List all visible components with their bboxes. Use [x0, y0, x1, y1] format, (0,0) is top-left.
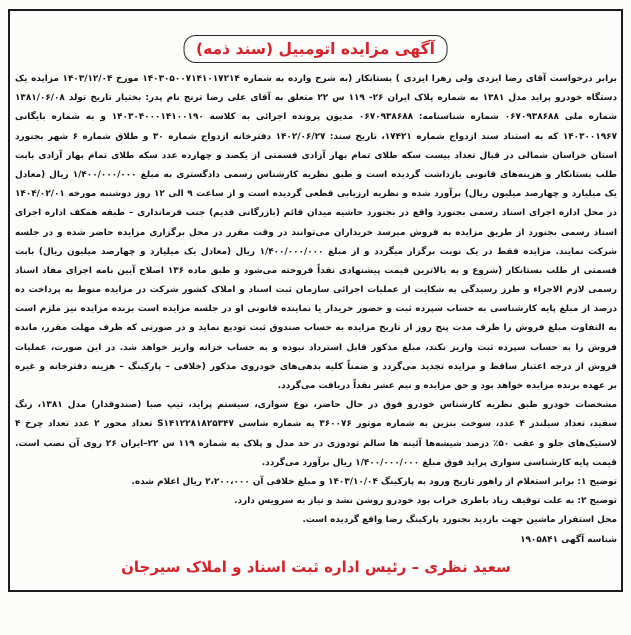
notice-body-line-text: قیمت پایه کارشناسی سواری پراید فوق مبلغ ۱/۴۰۰/۰۰۰/۰۰۰ ریال برآورد می‌گردد. — [261, 457, 617, 468]
notice-body-line — [15, 166, 617, 185]
notice-body-line — [15, 396, 617, 415]
notice-body-line-text: در محل اداره اجرای اسناد رسمی بجنورد واقع در بجنورد حاشیه میدان قائم (بازرگانی قدیم) جنب فرمانداری – طبقه همکف اداره اجرای — [15, 208, 617, 219]
notice-body-line-text: شناسه آگهی ۱۹۰۵۸۴۱ — [520, 534, 617, 545]
notice-body-line — [15, 339, 617, 358]
notice-body-line — [15, 377, 617, 396]
notice-title: آگهی مزایده اتومبیل (سند ذمه) — [196, 40, 435, 58]
notice-body-line-text: شماره ملی ۰۶۷۰۹۳۸۶۸۸ شماره شناسنامه: ۰۶۷۰۹۳۸۶۸۸ مدیون پرونده اجرائی به کلاسه ۱۴۰۳۰۴۰۰۰۱۴۱۰۰۱۹۰ و به شماره بایگانی — [15, 112, 617, 123]
notice-body-line — [15, 511, 617, 530]
notice-body-line-text: فروش را به حساب سپرده ثبت واریز نکند، مبلغ مذکور قابل استرداد نبوده و به حساب خزانه واریز خواهد شد. در این صورت، عملیات — [15, 342, 617, 353]
notice-body-line — [15, 243, 617, 262]
notice-body-line — [15, 89, 617, 108]
notice-body-line — [15, 262, 617, 281]
notice-body-line — [15, 204, 617, 223]
notice-body-line — [15, 415, 617, 434]
notice-body-line — [15, 454, 617, 473]
notice-body-line — [15, 531, 617, 550]
notice-body-line — [15, 128, 617, 147]
notice-body-line — [15, 319, 617, 338]
title-box — [183, 35, 448, 63]
notice-body-line-text: به التفاوت مبلغ فروش را ظرف مدت پنج روز از تاریخ مزایده به حساب صندوق ثبت تودیع نماید و در صورتی که ظرف مهلت مقرر، مانده — [15, 323, 617, 334]
signature: سعید نظری – رئیس اداره ثبت اسناد و املاک سیرجان — [121, 558, 511, 576]
notice-body-line-text: شرکت نمایند. مزایده فقط در یک نوبت برگزار میگردد و از مبلغ ۱/۴۰۰/۰۰۰/۰۰۰ ریال (معادل یک میلیارد و چهارصد میلیون ریال) بابت — [15, 246, 617, 257]
notice-body-line-text: سفید، تعداد سیلندر ۴ عدد، سوخت بنزین به شماره موتور ۳۶۰۰۷۶ به شماره شاسی S۱۴۱۲۲۸۱۸۲۵۳۴۷ تعداد محور ۲ عدد تعداد چرخ ۴ — [15, 419, 617, 430]
notice-body-line — [15, 70, 617, 89]
notice-body-line-text: لاستیک‌های جلو و عقب ۵۰٪ درصد شیشه‌ها آئینه ها سالم تودوزی در حد مدل و پلاک به شماره ۱۱۹ س ۲۲–ایران ۲۶ روی آن نصب است. — [15, 438, 617, 449]
notice-body-line-text: دستگاه خودرو پراید مدل ۱۳۸۱ به شماره پلاک ایران ۲۶- ۱۱۹ س ۲۲ متعلق به آقای علی رضا ترنج نام پدر: بختیار تاریخ تولد ۱۳۸۱/۰۶/۰۸ — [15, 93, 617, 104]
notice-body-line-text: اسناد رسمی بجنورد از طریق مزایده به فروش میرسد خریداران می‌توانند در وقت مقرر در محل برگزاری مزایده حاضر شده و در جلسه — [15, 227, 617, 238]
notice-body-line-text: توضیح ۱: برابر استعلام از راهور تاریخ ورود به پارکینگ ۱۴۰۳/۱۰/۰۴ و مبلغ خلافی آن ۲،۲۰۰،۰۰۰ ریال اعلام شده. — [131, 476, 617, 487]
notice-body-line-text: طلب بستانکار و هزینه‌های قانونی بازداشت گردیده است و طبق نظریه کارشناس رسمی دادگستری به مبلغ ۱/۴۰۰/۰۰۰/۰۰۰ ریال (معادل — [15, 169, 617, 180]
notice-body-line-text: توضیح ۲: به علت توقیف زیاد باطری خراب بود خودرو روشن نشد و نیاز به سرویس دارد. — [234, 496, 617, 507]
notice-body-line — [15, 224, 617, 243]
notice-body-line-text: یک میلیارد و چهارصد میلیون ریال) برآورد شده و نظریه ارزیابی قطعی گردیده است و از ساعت ۹ الی ۱۲ روز دوشنبه مورخه ۱۴۰۴/۰۲/۰۱ — [15, 189, 617, 200]
notice-body-line — [15, 435, 617, 454]
notice-body-line-text: رسمی لازم الاجراء و طرز رسیدگی به شکایت از عملیات اجرائی سازمان ثبت اسناد و املاک کشور شرکت در مزایده منوط به پرداخت ده — [15, 285, 617, 296]
notice-body-line — [15, 185, 617, 204]
notice-body-line — [15, 473, 617, 492]
notice-body-line-text: ۱۴۰۳۰۰۱۹۶۷ که به استناد سند ازدواج شماره ۱۷۴۲۱، تاریخ سند: ۱۴۰۲/۰۶/۲۷ دفترخانه ازدواج شماره ۳۰ و طلاق شماره ۶ شهر بجنورد — [15, 131, 617, 142]
notice-body-line-text: استان خراسان شمالی در قبال تعداد بیست سکه طلای تمام بهار آزادی قسمتی از یکصد و چهارده عدد سکه طلای تمام بهار آزادی بابت — [15, 150, 617, 161]
notice-body-line-text: قسمتی از طلب بستانکار (شروع و به بالاترین قیمت پیشنهادی نقداً فروخته می‌شود و طبق ماده ۱۳۶ اصلاح آیین نامه اجرای مفاد اسناد — [15, 265, 617, 276]
notice-body-line — [15, 300, 617, 319]
notice-body-line — [15, 281, 617, 300]
notice-body-line — [15, 492, 617, 511]
notice-body-line-text: بر عهده برنده مزایده خواهد بود و حق مزایده و نیم عشر نقداً دریافت می‌گردد. — [277, 381, 617, 391]
notice-body-line-text: محل استقرار ماشین جهت بازدید بجنورد پارکینگ رضا واقع گردیده است. — [302, 515, 617, 526]
notice-body-line-text: فروش از درجه اعتبار ساقط و مزایده تجدید می‌گردد و ضمناً کلیه بدهی‌های خودروی مذکور (خلافی – پارکینگ – هزینه دفترخانه و غیره — [15, 361, 617, 372]
notice-body-line-text: مشخصات خودرو طبق نظریه کارشناس خودرو فوق در حال حاضر، نوع سواری، سیستم پراید، تیپ صبا (صندوقدار) مدل ۱۳۸۱، رنگ — [15, 400, 617, 411]
notice-body-line-text: درصد از مبلغ پایه کارشناسی به حساب سپرده ثبت و حضور خریدار یا نماینده قانونی او در جلسه مزایده است برنده مزایده نیز ملزم است — [15, 304, 617, 315]
notice-body-line — [15, 147, 617, 166]
notice-body-line — [15, 358, 617, 377]
notice-body-line — [15, 108, 617, 127]
notice-body-line-text: برابر درخواست آقای رضا ایزدی ولی زهرا ایزدی ) بستانکار (به شرح وارده به شماره ۱۴۰۳۰۵۰۰۷۱۴۱۰۱۷۲۱۴ مورخ ۱۴۰۳/۱۲/۰۴ مزایده یک — [15, 74, 617, 84]
notice-body — [15, 70, 617, 550]
